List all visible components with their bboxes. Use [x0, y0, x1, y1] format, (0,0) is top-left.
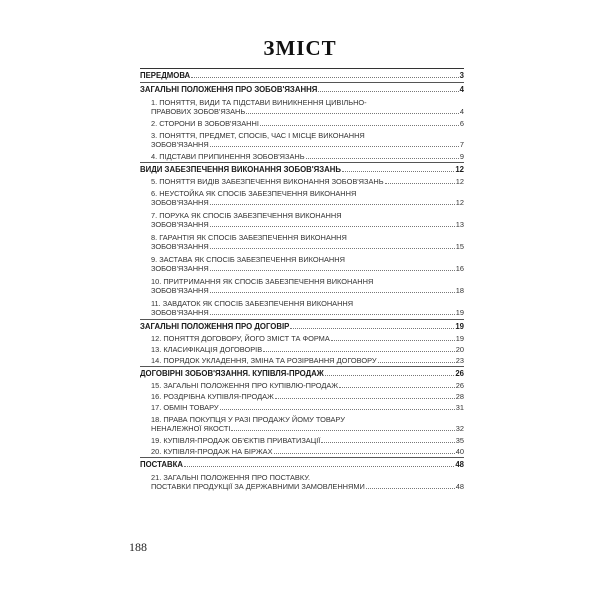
- entry-title: ЗОБОВ'ЯЗАННЯ: [151, 286, 209, 295]
- entry-page-number: 4: [459, 107, 464, 116]
- entry-title: ПОСТАВКИ ПРОДУКЦІЇ ЗА ДЕРЖАВНИМИ ЗАМОВЛЕННЯМИ: [151, 482, 365, 491]
- toc-section-entry: [140, 82, 464, 96]
- dot-leader: [385, 183, 455, 184]
- entry-page-number: 3: [459, 71, 464, 80]
- dot-leader: [274, 453, 455, 454]
- toc-subsection-entry: [140, 118, 464, 129]
- entry-title: 5. ПОНЯТТЯ ВИДІВ ЗАБЕЗПЕЧЕННЯ ВИКОНАННЯ ЗОБОВ'ЯЗАНЬ: [151, 177, 384, 186]
- dot-leader: [210, 314, 455, 315]
- dot-leader: [191, 77, 458, 78]
- toc-subsection-entry: [140, 380, 464, 391]
- toc-subsection-entry: [140, 209, 464, 231]
- entry-page-number: 19: [455, 308, 464, 317]
- dot-leader: [210, 204, 455, 205]
- toc-subsection-entry: [140, 402, 464, 413]
- entry-page-number: 15: [455, 242, 464, 251]
- dot-leader: [184, 466, 454, 467]
- entry-page-number: 4: [459, 85, 464, 94]
- entry-page-number: 31: [455, 403, 464, 412]
- toc-subsection-entry: [140, 151, 464, 162]
- entry-page-number: 26: [455, 381, 464, 390]
- toc-subsection-entry: [140, 446, 464, 457]
- toc-subsection-entry: [140, 391, 464, 402]
- entry-title-first-line: 21. ЗАГАЛЬНІ ПОЛОЖЕННЯ ПРО ПОСТАВКУ.: [151, 473, 311, 482]
- entry-title-first-line: 18. ПРАВА ПОКУПЦЯ У РАЗІ ПРОДАЖУ ЙОМУ ТОВАРУ: [151, 415, 345, 424]
- dot-leader: [246, 113, 459, 114]
- toc-subsection-entry: [140, 253, 464, 275]
- entry-title: ЗОБОВ'ЯЗАННЯ: [151, 242, 209, 251]
- toc-subsection-entry: [140, 275, 464, 297]
- toc-subsection-entry: [140, 176, 464, 187]
- dot-leader: [378, 362, 455, 363]
- dot-leader: [290, 328, 454, 329]
- entry-title-first-line: 6. НЕУСТОЙКА ЯК СПОСІБ ЗАБЕЗПЕЧЕННЯ ВИКОНАННЯ: [151, 189, 357, 198]
- toc-subsection-entry: [140, 231, 464, 253]
- entry-page-number: 9: [459, 152, 464, 161]
- dot-leader: [210, 146, 459, 147]
- entry-title-first-line: 1. ПОНЯТТЯ, ВИДИ ТА ПІДСТАВИ ВИНИКНЕННЯ ЦИВІЛЬНО-: [151, 98, 367, 107]
- dot-leader: [231, 430, 454, 431]
- dot-leader: [318, 91, 458, 92]
- entry-page-number: 12: [455, 165, 464, 174]
- entry-page-number: 48: [455, 460, 464, 469]
- entry-page-number: 19: [455, 334, 464, 343]
- entry-title-first-line: 7. ПОРУКА ЯК СПОСІБ ЗАБЕЗПЕЧЕННЯ ВИКОНАННЯ: [151, 211, 342, 220]
- dot-leader: [306, 158, 459, 159]
- entry-page-number: 6: [459, 119, 464, 128]
- entry-page-number: 32: [455, 424, 464, 433]
- toc-subsection-entry: [140, 187, 464, 209]
- entry-page-number: 35: [455, 436, 464, 445]
- entry-title: ПРАВОВИХ ЗОБОВ'ЯЗАНЬ: [151, 107, 246, 116]
- entry-title: ЗОБОВ'ЯЗАННЯ: [151, 198, 209, 207]
- entry-title: ЗОБОВ'ЯЗАННЯ: [151, 140, 209, 149]
- entry-title-first-line: 8. ГАРАНТІЯ ЯК СПОСІБ ЗАБЕЗПЕЧЕННЯ ВИКОНАННЯ: [151, 233, 347, 242]
- toc-section-entry: [140, 366, 464, 380]
- entry-title: ЗОБОВ'ЯЗАННЯ: [151, 264, 209, 273]
- entry-page-number: 19: [455, 322, 464, 331]
- entry-title: 15. ЗАГАЛЬНІ ПОЛОЖЕННЯ ПРО КУПІВЛЮ-ПРОДАЖ: [151, 381, 339, 390]
- entry-page-number: 26: [455, 369, 464, 378]
- dot-leader: [260, 125, 459, 126]
- entry-title: ЗАГАЛЬНІ ПОЛОЖЕННЯ ПРО ДОГОВІР: [140, 322, 290, 331]
- dot-leader: [325, 375, 454, 376]
- page-number: 188: [129, 540, 147, 554]
- entry-title: ЗАГАЛЬНІ ПОЛОЖЕННЯ ПРО ЗОБОВ'ЯЗАННЯ: [140, 85, 318, 94]
- toc-subsection-entry: [140, 471, 464, 493]
- page-title: ЗМІСТ: [263, 36, 337, 60]
- entry-title: ЗОБОВ'ЯЗАННЯ: [151, 308, 209, 317]
- entry-title-first-line: 11. ЗАВДАТОК ЯК СПОСІБ ЗАБЕЗПЕЧЕННЯ ВИКОНАННЯ: [151, 299, 354, 308]
- dot-leader: [331, 340, 455, 341]
- entry-title: 2. СТОРОНИ В ЗОБОВ'ЯЗАННІ: [151, 119, 259, 128]
- entry-title: НЕНАЛЕЖНОЇ ЯКОСТІ: [151, 424, 231, 433]
- toc-subsection-entry: [140, 355, 464, 366]
- entry-title-first-line: 9. ЗАСТАВА ЯК СПОСІБ ЗАБЕЗПЕЧЕННЯ ВИКОНАННЯ: [151, 255, 345, 264]
- dot-leader: [210, 270, 455, 271]
- dot-leader: [210, 226, 455, 227]
- toc-subsection-entry: [140, 129, 464, 151]
- entry-title-first-line: 3. ПОНЯТТЯ, ПРЕДМЕТ, СПОСІБ, ЧАС І МІСЦЕ ВИКОНАННЯ: [151, 131, 365, 140]
- dot-leader: [366, 488, 455, 489]
- toc-section-entry: [140, 457, 464, 471]
- toc-section-entry: [140, 68, 464, 82]
- entry-page-number: 13: [455, 220, 464, 229]
- entry-page-number: 20: [455, 345, 464, 354]
- dot-leader: [210, 292, 455, 293]
- entry-title: ДОГОВІРНІ ЗОБОВ'ЯЗАННЯ. КУПІВЛЯ-ПРОДАЖ: [140, 369, 324, 378]
- entry-title: 17. ОБМІН ТОВАРУ: [151, 403, 219, 412]
- entry-title: ПЕРЕДМОВА: [140, 71, 191, 80]
- entry-title: 12. ПОНЯТТЯ ДОГОВОРУ, ЙОГО ЗМІСТ ТА ФОРМА: [151, 334, 330, 343]
- toc-subsection-entry: [140, 297, 464, 319]
- entry-title: ВИДИ ЗАБЕЗПЕЧЕННЯ ВИКОНАННЯ ЗОБОВ'ЯЗАНЬ: [140, 165, 341, 174]
- dot-leader: [321, 442, 454, 443]
- dot-leader: [339, 387, 455, 388]
- entry-page-number: 40: [455, 447, 464, 456]
- toc-subsection-entry: [140, 344, 464, 355]
- entry-page-number: 12: [455, 177, 464, 186]
- entry-title: 14. ПОРЯДОК УКЛАДЕННЯ, ЗМІНА ТА РОЗІРВАННЯ ДОГОВОРУ: [151, 356, 377, 365]
- entry-title: ПОСТАВКА: [140, 460, 184, 469]
- entry-title: 19. КУПІВЛЯ-ПРОДАЖ ОБ'ЄКТІВ ПРИВАТИЗАЦІЇ: [151, 436, 321, 445]
- entry-title: 20. КУПІВЛЯ-ПРОДАЖ НА БІРЖАХ: [151, 447, 273, 456]
- dot-leader: [342, 171, 454, 172]
- table-of-contents: [140, 68, 464, 493]
- dot-leader: [210, 248, 455, 249]
- toc-section-entry: [140, 319, 464, 333]
- entry-page-number: 23: [455, 356, 464, 365]
- entry-title: 16. РОЗДРІБНА КУПІВЛЯ-ПРОДАЖ: [151, 392, 274, 401]
- entry-page-number: 28: [455, 392, 464, 401]
- toc-subsection-entry: [140, 413, 464, 435]
- dot-leader: [275, 398, 455, 399]
- entry-title: 13. КЛАСИФІКАЦІЯ ДОГОВОРІВ: [151, 345, 263, 354]
- entry-title-first-line: 10. ПРИТРИМАННЯ ЯК СПОСІБ ЗАБЕЗПЕЧЕННЯ ВИКОНАННЯ: [151, 277, 374, 286]
- entry-title: 4. ПІДСТАВИ ПРИПИНЕННЯ ЗОБОВ'ЯЗАНЬ: [151, 152, 305, 161]
- entry-page-number: 16: [455, 264, 464, 273]
- dot-leader: [220, 409, 455, 410]
- toc-subsection-entry: [140, 96, 464, 118]
- entry-title: ЗОБОВ'ЯЗАННЯ: [151, 220, 209, 229]
- entry-page-number: 48: [455, 482, 464, 491]
- entry-page-number: 7: [459, 140, 464, 149]
- dot-leader: [263, 351, 455, 352]
- toc-section-entry: [140, 162, 464, 176]
- toc-subsection-entry: [140, 435, 464, 446]
- entry-page-number: 12: [455, 198, 464, 207]
- entry-page-number: 18: [455, 286, 464, 295]
- toc-subsection-entry: [140, 333, 464, 344]
